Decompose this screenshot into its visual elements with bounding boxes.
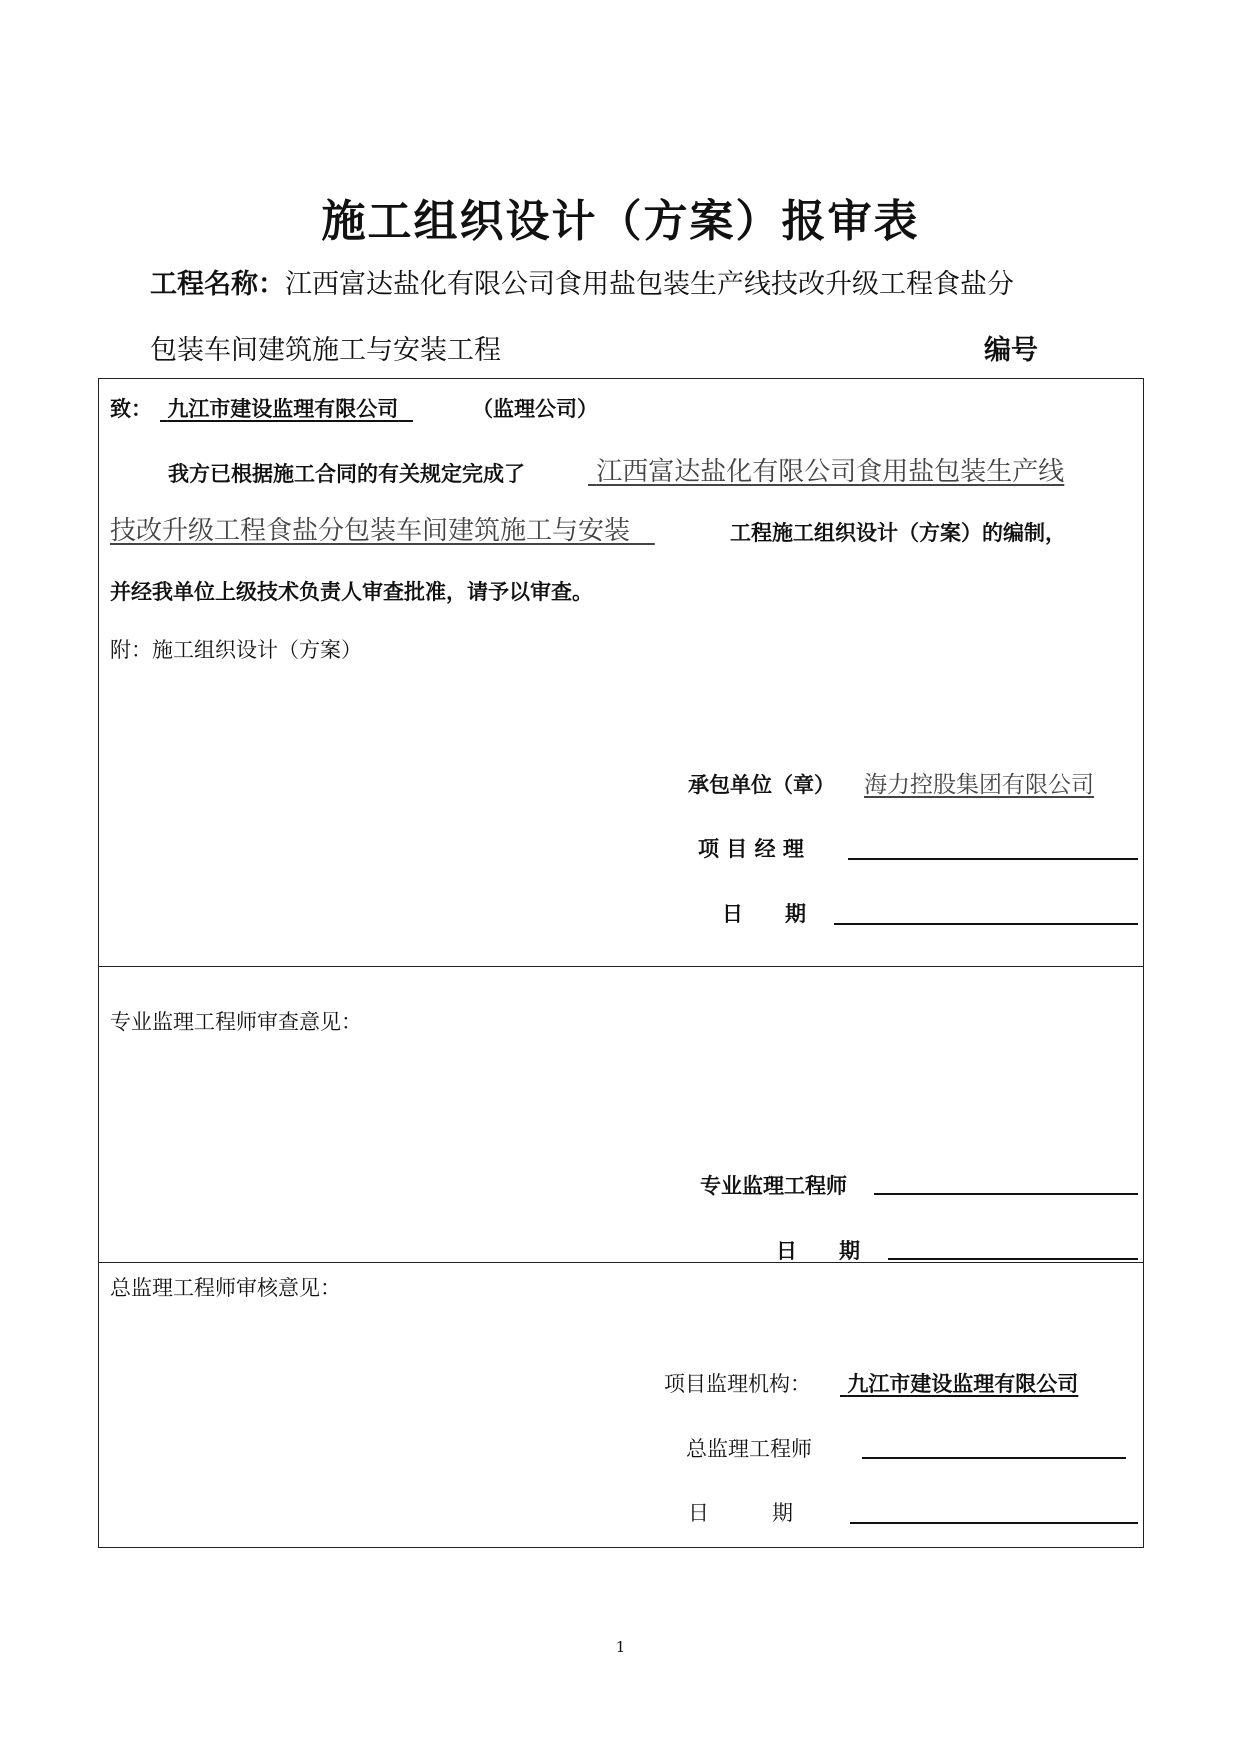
date-label-1: 日 期 (722, 902, 806, 926)
manager-signature-line[interactable] (848, 858, 1138, 860)
to-label: 致： (110, 397, 152, 421)
page-number: 1 (615, 1638, 626, 1656)
project-name-part1: 江西富达盐化有限公司食用盐包装生产线技改升级工程食盐分 (285, 269, 1014, 300)
contractor-label: 承包单位（章） (688, 773, 835, 797)
to-suffix: （监理公司） (472, 397, 598, 421)
chief-review-heading: 总监理工程师审核意见： (110, 1276, 341, 1300)
page-title: 施工组织设计（方案）报审表 (321, 196, 920, 247)
project-fill-line2: 技改升级工程食盐分包装车间建筑施工与安装 (110, 516, 631, 546)
engineer-review-heading: 专业监理工程师审查意见： (110, 1010, 362, 1034)
body-prefix: 我方已根据施工合同的有关规定完成了 (168, 462, 525, 486)
project-name-line2: 包装车间建筑施工与安装工程 (150, 335, 501, 366)
chief-signature-line[interactable] (862, 1457, 1126, 1459)
org-label: 项目监理机构： (664, 1372, 811, 1396)
attachment: 附：施工组织设计（方案） (110, 638, 362, 662)
date-label-3: 日 期 (688, 1501, 793, 1525)
body-line3: 并经我单位上级技术负责人审查批准，请予以审查。 (110, 580, 593, 604)
project-label: 工程名称： (150, 269, 285, 300)
date-line-1[interactable] (834, 923, 1138, 925)
project-name-line1 (150, 262, 1014, 301)
chief-label: 总监理工程师 (686, 1437, 812, 1461)
body-suffix: 工程施工组织设计（方案）的编制， (730, 521, 1066, 545)
engineer-signature-line[interactable] (874, 1193, 1138, 1195)
date-label-2: 日 期 (776, 1239, 860, 1263)
section-divider-1 (98, 966, 1144, 967)
date-line-2[interactable] (888, 1258, 1138, 1260)
section-divider-2 (98, 1262, 1144, 1263)
engineer-label: 专业监理工程师 (700, 1174, 847, 1198)
project-fill-line1: 江西富达盐化有限公司食用盐包装生产线 (596, 457, 1065, 487)
number-label: 编号 (984, 335, 1038, 366)
org-name: 九江市建设监理有限公司 (847, 1372, 1079, 1396)
contractor-name: 海力控股集团有限公司 (864, 772, 1094, 798)
date-line-3[interactable] (850, 1522, 1138, 1524)
to-company: 九江市建设监理有限公司 (167, 397, 399, 421)
manager-label: 项 目 经 理 (698, 837, 804, 861)
